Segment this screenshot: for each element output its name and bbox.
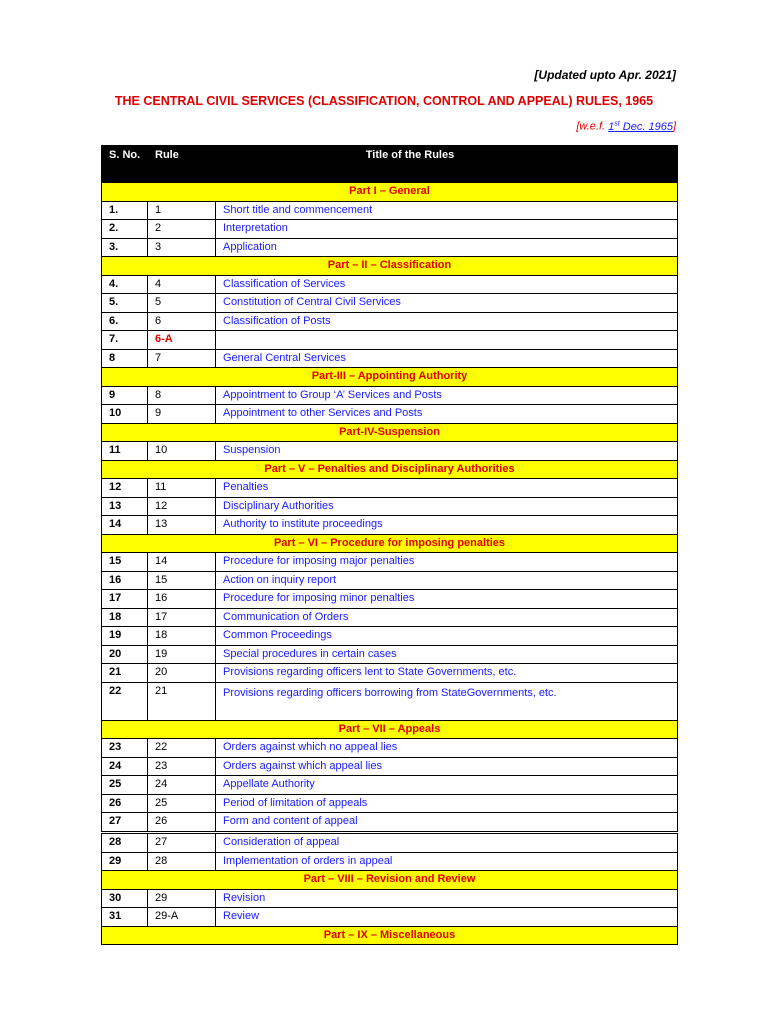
rule-link[interactable]: Review: [216, 908, 678, 927]
rules-table: [101, 145, 678, 832]
rule-link[interactable]: Disciplinary Authorities: [216, 497, 678, 516]
rule-link[interactable]: Implementation of orders in appeal: [216, 852, 678, 871]
part-heading: Part – VII – Appeals: [102, 720, 678, 739]
rules-table-continued: [101, 833, 678, 945]
rule-link[interactable]: Authority to institute proceedings: [216, 516, 678, 535]
table-header: [102, 146, 678, 183]
table-row: 28 27 Consideration of appeal: [102, 834, 678, 853]
table-row: 26 25 Period of limitation of appeals: [102, 794, 678, 813]
rule-link[interactable]: Constitution of Central Civil Services: [216, 294, 678, 313]
rule-link[interactable]: Communication of Orders: [216, 608, 678, 627]
table-row: 13 12 Disciplinary Authorities: [102, 497, 678, 516]
table-row: 25 24 Appellate Authority: [102, 776, 678, 795]
part-heading: Part – VIII – Revision and Review: [102, 871, 678, 890]
rule-link[interactable]: Classification of Posts: [216, 312, 678, 331]
table-row: 1. 1 Short title and commencement: [102, 201, 678, 220]
table-row: 21 20 Provisions regarding officers lent to State Governments, etc.: [102, 664, 678, 683]
table-row: 16 15 Action on inquiry report: [102, 571, 678, 590]
updated-note: [Updated upto Apr. 2021]: [534, 68, 676, 82]
part-heading: Part – V – Penalties and Disciplinary Authorities: [102, 460, 678, 479]
table-row: 19 18 Common Proceedings: [102, 627, 678, 646]
part-heading: Part – IX – Miscellaneous: [102, 926, 678, 945]
table-row: 17 16 Procedure for imposing minor penalties: [102, 590, 678, 609]
rule-link[interactable]: Procedure for imposing minor penalties: [216, 590, 678, 609]
rule-link[interactable]: Suspension: [216, 442, 678, 461]
part-heading: Part I – General: [102, 183, 678, 202]
table-row: 15 14 Procedure for imposing major penalties: [102, 553, 678, 572]
table-row: 14 13 Authority to institute proceedings: [102, 516, 678, 535]
effective-date: [w.e.f. 1st Dec. 1965]: [576, 120, 676, 133]
table-row: 8 7 General Central Services: [102, 349, 678, 368]
table-row: 2. 2 Interpretation: [102, 220, 678, 239]
rule-link[interactable]: Application: [216, 238, 678, 257]
table-row: 5. 5 Constitution of Central Civil Services: [102, 294, 678, 313]
part-heading: Part-III – Appointing Authority: [102, 368, 678, 387]
rule-link[interactable]: Classification of Services: [216, 275, 678, 294]
col-rule: Rule: [148, 146, 216, 183]
rule-link[interactable]: Interpretation: [216, 220, 678, 239]
table-row: 31 29-A Review: [102, 908, 678, 927]
rule-link[interactable]: Action on inquiry report: [216, 571, 678, 590]
part-heading: Part – II – Classification: [102, 257, 678, 276]
rule-link[interactable]: Procedure for imposing major penalties: [216, 553, 678, 572]
table-row: 6. 6 Classification of Posts: [102, 312, 678, 331]
rule-link[interactable]: Special procedures in certain cases: [216, 645, 678, 664]
rule-link[interactable]: Form and content of appeal: [216, 813, 678, 832]
rule-link[interactable]: Penalties: [216, 479, 678, 498]
table-row: 27 26 Form and content of appeal: [102, 813, 678, 832]
table-row: 10 9 Appointment to other Services and Posts: [102, 405, 678, 424]
col-sno: S. No.: [102, 146, 148, 183]
table-row: 22 21 Provisions regarding officers borrowing from StateGovernments, etc.: [102, 682, 678, 720]
col-title: Title of the Rules: [216, 146, 678, 183]
rule-link[interactable]: Common Proceedings: [216, 627, 678, 646]
table-row: 23 22 Orders against which no appeal lies: [102, 739, 678, 758]
rule-link[interactable]: [216, 331, 678, 350]
rule-link[interactable]: Revision: [216, 889, 678, 908]
rule-link[interactable]: Appointment to other Services and Posts: [216, 405, 678, 424]
rule-link[interactable]: Appointment to Group ‘A’ Services and Posts: [216, 386, 678, 405]
table-row: 9 8 Appointment to Group ‘A’ Services and Posts: [102, 386, 678, 405]
rule-link[interactable]: Provisions regarding officers borrowing from StateGovernments, etc.: [216, 682, 678, 720]
part-heading: Part – VI – Procedure for imposing penalties: [102, 534, 678, 553]
table-row: 7. 6-A: [102, 331, 678, 350]
table-row: 30 29 Revision: [102, 889, 678, 908]
table-row: 4. 4 Classification of Services: [102, 275, 678, 294]
rule-link[interactable]: Short title and commencement: [216, 201, 678, 220]
table-row: 24 23 Orders against which appeal lies: [102, 757, 678, 776]
rule-link[interactable]: Provisions regarding officers lent to State Governments, etc.: [216, 664, 678, 683]
table-row: 11 10 Suspension: [102, 442, 678, 461]
table-row: 29 28 Implementation of orders in appeal: [102, 852, 678, 871]
table-row: 18 17 Communication of Orders: [102, 608, 678, 627]
rule-link[interactable]: Orders against which no appeal lies: [216, 739, 678, 758]
table-row: 12 11 Penalties: [102, 479, 678, 498]
rule-link[interactable]: Period of limitation of appeals: [216, 794, 678, 813]
rule-link[interactable]: Consideration of appeal: [216, 834, 678, 853]
document-title: THE CENTRAL CIVIL SERVICES (CLASSIFICATION, CONTROL AND APPEAL) RULES, 1965: [114, 94, 654, 108]
rule-link[interactable]: Appellate Authority: [216, 776, 678, 795]
table-row: 20 19 Special procedures in certain cases: [102, 645, 678, 664]
rule-link[interactable]: Orders against which appeal lies: [216, 757, 678, 776]
rule-link[interactable]: General Central Services: [216, 349, 678, 368]
part-heading: Part-IV-Suspension: [102, 423, 678, 442]
table-row: 3. 3 Application: [102, 238, 678, 257]
